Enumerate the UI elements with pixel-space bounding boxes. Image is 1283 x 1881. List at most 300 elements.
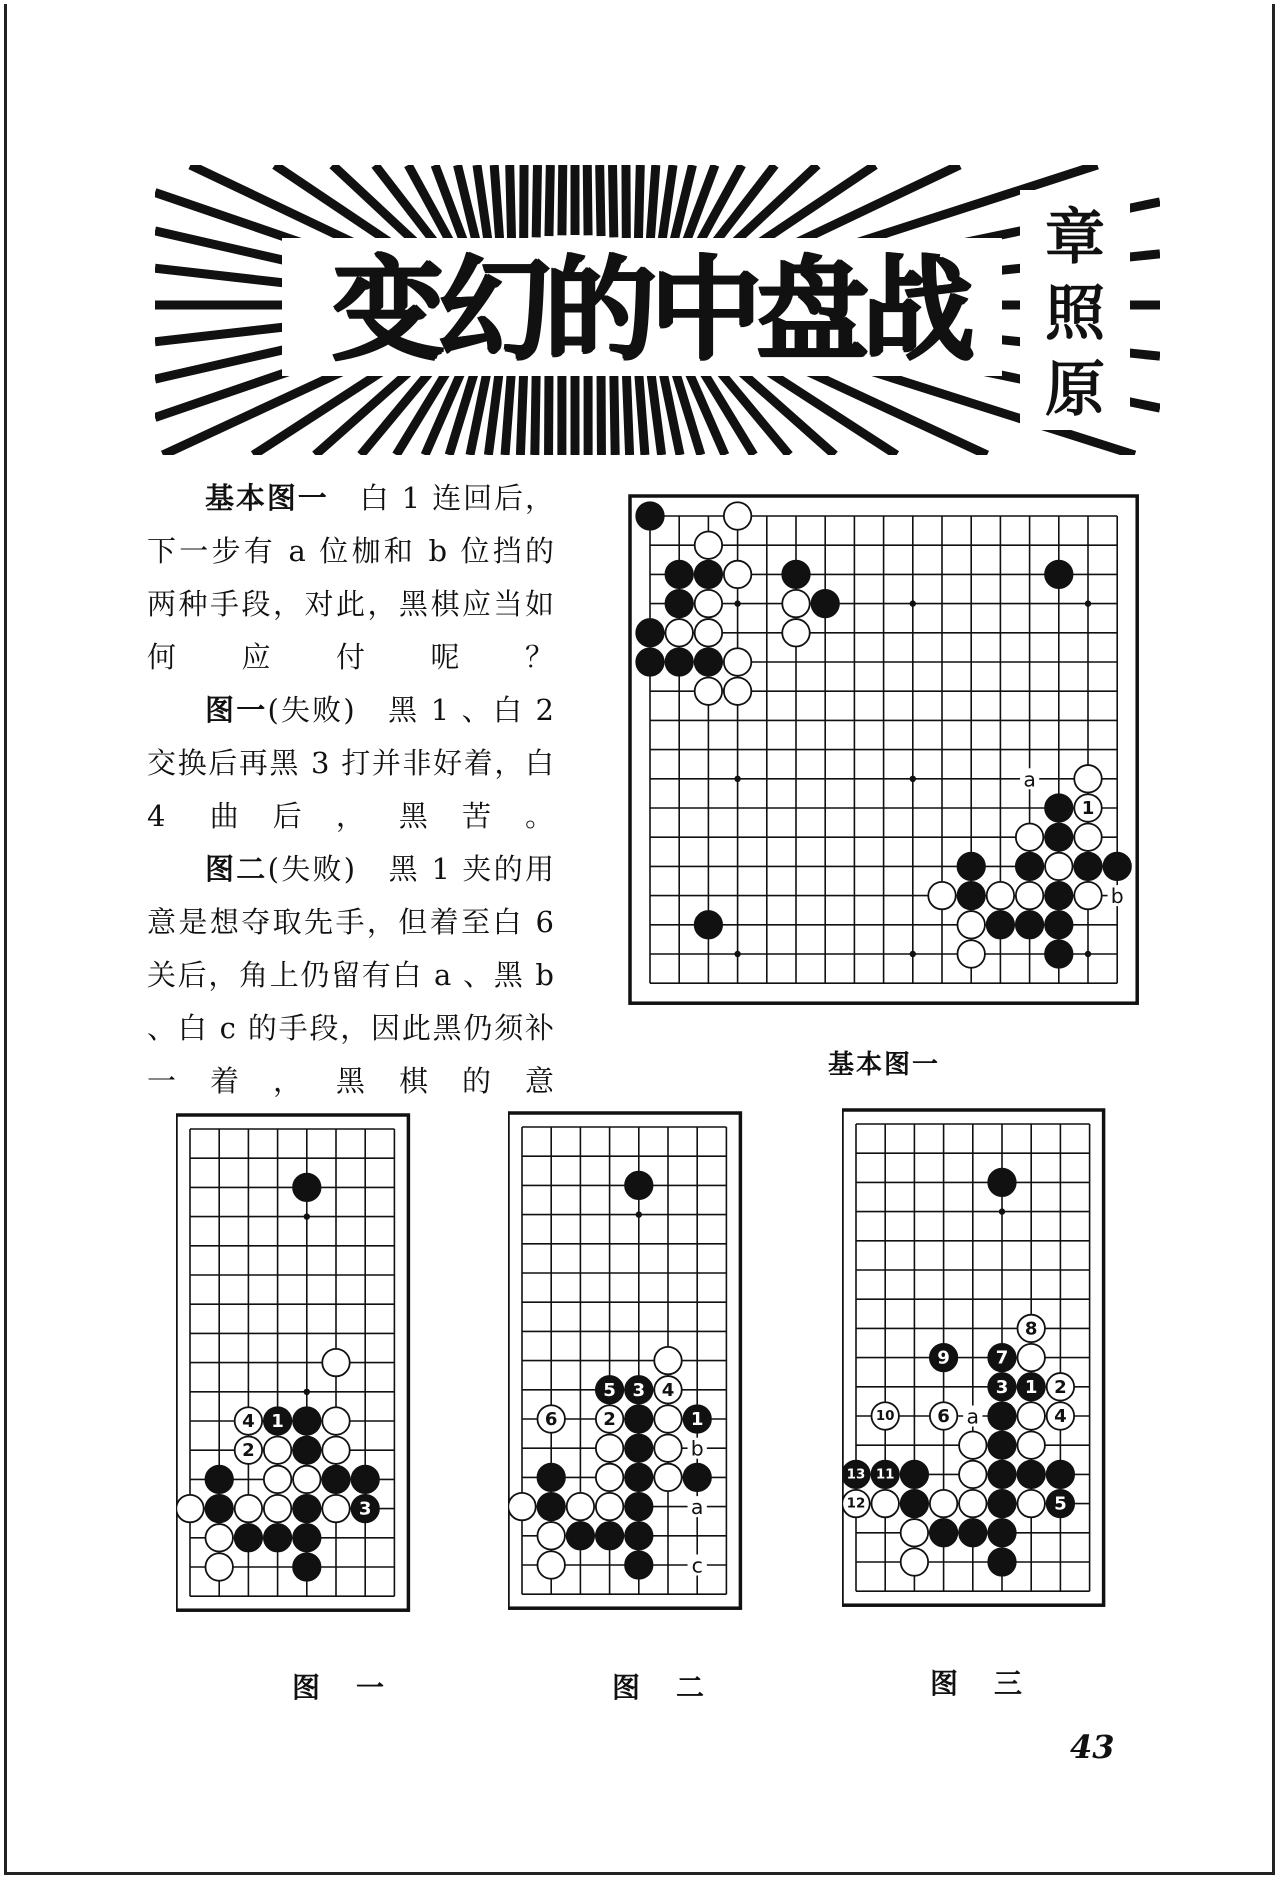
- stone-disc: [988, 1169, 1015, 1196]
- white-stone: [1047, 1402, 1074, 1429]
- stone-disc: [176, 1495, 203, 1522]
- white-stone: [1074, 765, 1101, 792]
- white-stone: [596, 1464, 623, 1491]
- stone-disc: [625, 1464, 652, 1491]
- black-stone: [596, 1522, 623, 1549]
- stone-disc: [1045, 911, 1072, 938]
- paragraph-2-label: 图一: [205, 693, 268, 727]
- black-stone: [235, 1524, 262, 1551]
- black-stone: [957, 853, 984, 880]
- white-stone: [724, 561, 751, 588]
- move-number: 8: [1024, 1318, 1038, 1340]
- white-stone: [322, 1495, 349, 1522]
- black-stone: [1047, 1490, 1074, 1517]
- white-stone: [957, 940, 984, 967]
- black-stone: [1016, 853, 1043, 880]
- black-stone: [683, 1405, 710, 1432]
- black-stone: [1045, 823, 1072, 850]
- stone-disc: [264, 1466, 291, 1493]
- white-stone: [928, 882, 955, 909]
- black-stone: [293, 1495, 320, 1522]
- stone-disc: [724, 561, 751, 588]
- move-number: 5: [603, 1379, 616, 1401]
- white-stone: [567, 1493, 594, 1520]
- point-mark: b: [690, 1436, 704, 1461]
- black-stone: [596, 1376, 623, 1403]
- stone-disc: [1017, 1431, 1044, 1458]
- star-point: [734, 951, 740, 957]
- stone-disc: [537, 1551, 564, 1578]
- board-grid: [650, 516, 1117, 983]
- stone-disc: [665, 590, 692, 617]
- paragraph-1: [147, 472, 555, 684]
- white-stone: [322, 1407, 349, 1434]
- banner-ray: [494, 165, 500, 244]
- black-stone: [293, 1174, 320, 1201]
- black-stone: [665, 590, 692, 617]
- black-stone: [625, 1493, 652, 1520]
- stone-disc: [537, 1522, 564, 1549]
- black-stone: [959, 1519, 986, 1546]
- stone-disc: [625, 1493, 652, 1520]
- stone-disc: [957, 882, 984, 909]
- white-stone: [654, 1405, 681, 1432]
- white-stone: [1017, 1402, 1044, 1429]
- stone-disc: [625, 1172, 652, 1199]
- stone-disc: [1017, 1461, 1044, 1488]
- stone-disc: [959, 1431, 986, 1458]
- white-stone: [901, 1548, 928, 1575]
- stone-disc: [596, 1522, 623, 1549]
- stone-disc: [1074, 765, 1101, 792]
- white-stone: [1017, 1431, 1044, 1458]
- white-stone: [1016, 823, 1043, 850]
- stone-disc: [293, 1436, 320, 1463]
- white-stone: [596, 1405, 623, 1432]
- white-stone: [871, 1490, 898, 1517]
- white-stone: [782, 619, 809, 646]
- banner-ray: [650, 165, 656, 244]
- stone-disc: [293, 1407, 320, 1434]
- move-number: 3: [995, 1376, 1009, 1398]
- stone-disc: [724, 648, 751, 675]
- stone-disc: [1017, 1344, 1044, 1371]
- author-char-3: 原: [1045, 355, 1105, 425]
- black-stone: [625, 1434, 652, 1461]
- black-stone: [665, 648, 692, 675]
- stone-disc: [636, 502, 663, 529]
- move-number: 11: [875, 1467, 895, 1483]
- stone-disc: [1045, 940, 1072, 967]
- black-stone: [1016, 911, 1043, 938]
- white-stone: [235, 1407, 262, 1434]
- move-number: 9: [937, 1347, 950, 1369]
- stone-disc: [901, 1461, 928, 1488]
- stone-disc: [293, 1495, 320, 1522]
- stone-disc: [901, 1490, 928, 1517]
- black-stone: [665, 561, 692, 588]
- stone-disc: [901, 1519, 928, 1546]
- white-stone: [724, 502, 751, 529]
- black-stone: [351, 1495, 378, 1522]
- diagram-fig3-board: [842, 1100, 1122, 1640]
- white-stone: [596, 1434, 623, 1461]
- stone-disc: [695, 531, 722, 558]
- black-stone: [537, 1493, 564, 1520]
- black-stone: [636, 648, 663, 675]
- white-stone: [930, 1402, 957, 1429]
- move-number: 5: [1054, 1493, 1067, 1515]
- stone-disc: [1047, 1461, 1074, 1488]
- paragraph-1-text: 白 1 连回后，下一步有 a 位枷和 b 位挡的两种手段，对此，黑棋应当如何应付呢？: [147, 481, 555, 674]
- move-number: 1: [1024, 1376, 1038, 1398]
- fig2-caption: 图二: [612, 1671, 741, 1704]
- point-mark: c: [691, 1553, 703, 1578]
- move-number: 1: [1081, 798, 1095, 819]
- white-stone: [1017, 1490, 1044, 1517]
- black-stone: [901, 1490, 928, 1517]
- black-stone: [1045, 882, 1072, 909]
- black-stone: [1103, 853, 1130, 880]
- white-stone: [1017, 1315, 1044, 1342]
- stone-disc: [724, 677, 751, 704]
- move-number: 6: [544, 1409, 558, 1430]
- banner-ray: [638, 165, 640, 242]
- stone-disc: [293, 1466, 320, 1493]
- banner-ray: [510, 165, 512, 242]
- black-stone: [537, 1464, 564, 1491]
- move-number: 2: [242, 1440, 255, 1462]
- black-stone: [1045, 561, 1072, 588]
- white-stone: [293, 1466, 320, 1493]
- black-stone: [1047, 1461, 1074, 1488]
- black-stone: [988, 1169, 1015, 1196]
- stone-disc: [1074, 882, 1101, 909]
- black-stone: [988, 1461, 1015, 1488]
- white-stone: [724, 648, 751, 675]
- paragraph-3: [147, 843, 555, 1108]
- white-stone: [782, 590, 809, 617]
- move-number: 4: [1054, 1406, 1067, 1427]
- white-stone: [930, 1490, 957, 1517]
- diagram-fig1-board: [176, 1105, 426, 1645]
- white-stone: [654, 1347, 681, 1374]
- move-number: 4: [661, 1379, 675, 1401]
- diagram-main-caption: 基本图一: [828, 1050, 941, 1080]
- move-number: 2: [1054, 1376, 1067, 1398]
- black-stone: [636, 619, 663, 646]
- white-stone: [537, 1522, 564, 1549]
- point-mark: a: [690, 1495, 704, 1520]
- black-stone: [842, 1461, 869, 1488]
- white-stone: [264, 1466, 291, 1493]
- stone-disc: [1045, 794, 1072, 821]
- white-stone: [654, 1434, 681, 1461]
- stone-disc: [235, 1524, 262, 1551]
- white-stone: [901, 1519, 928, 1546]
- stone-disc: [988, 1461, 1015, 1488]
- stone-disc: [782, 561, 809, 588]
- white-stone: [959, 1490, 986, 1517]
- move-number: 12: [846, 1496, 866, 1512]
- move-number: 3: [632, 1379, 646, 1401]
- stone-disc: [959, 1490, 986, 1517]
- stone-disc: [654, 1464, 681, 1491]
- black-stone: [351, 1466, 378, 1493]
- move-number: 1: [690, 1409, 704, 1430]
- stone-disc: [782, 619, 809, 646]
- stone-disc: [988, 1519, 1015, 1546]
- white-stone: [508, 1493, 535, 1520]
- author-name: [1035, 200, 1115, 428]
- black-stone: [1017, 1461, 1044, 1488]
- stone-disc: [988, 1431, 1015, 1458]
- stone-disc: [988, 1548, 1015, 1575]
- author-char-1: 章: [1045, 203, 1105, 273]
- white-stone: [1045, 853, 1072, 880]
- white-stone: [1074, 882, 1101, 909]
- star-point: [910, 600, 916, 606]
- stone-disc: [322, 1407, 349, 1434]
- black-stone: [871, 1461, 898, 1488]
- white-stone: [205, 1553, 232, 1580]
- star-point: [734, 600, 740, 606]
- black-stone: [930, 1519, 957, 1546]
- stone-disc: [930, 1490, 957, 1517]
- stone-disc: [205, 1466, 232, 1493]
- point-mark: a: [966, 1404, 980, 1429]
- stone-disc: [782, 590, 809, 617]
- stone-disc: [654, 1347, 681, 1374]
- black-stone: [264, 1524, 291, 1551]
- stone-disc: [957, 911, 984, 938]
- stone-disc: [264, 1495, 291, 1522]
- black-stone: [205, 1466, 232, 1493]
- white-stone: [957, 911, 984, 938]
- stone-disc: [351, 1466, 378, 1493]
- stone-disc: [695, 677, 722, 704]
- paragraph-2: [147, 684, 555, 843]
- stone-disc: [683, 1464, 710, 1491]
- stone-disc: [1045, 882, 1072, 909]
- black-stone: [695, 911, 722, 938]
- black-stone: [293, 1436, 320, 1463]
- black-stone: [988, 1431, 1015, 1458]
- banner-ray: [549, 165, 550, 236]
- point-mark: a: [1023, 767, 1036, 792]
- white-stone: [176, 1495, 203, 1522]
- stone-disc: [625, 1551, 652, 1578]
- black-stone: [683, 1464, 710, 1491]
- stone-disc: [811, 590, 838, 617]
- stone-disc: [205, 1495, 232, 1522]
- stone-disc: [567, 1493, 594, 1520]
- white-stone: [264, 1436, 291, 1463]
- stone-disc: [724, 502, 751, 529]
- stone-disc: [1103, 853, 1130, 880]
- black-stone: [1045, 911, 1072, 938]
- white-stone: [322, 1436, 349, 1463]
- diagram-main-board: [620, 482, 1145, 1017]
- stone-disc: [695, 648, 722, 675]
- move-number: 3: [358, 1498, 372, 1520]
- stone-disc: [957, 940, 984, 967]
- black-stone: [957, 882, 984, 909]
- stone-disc: [988, 1490, 1015, 1517]
- stone-disc: [988, 1402, 1015, 1429]
- white-stone: [695, 531, 722, 558]
- black-stone: [695, 561, 722, 588]
- white-stone: [654, 1464, 681, 1491]
- white-stone: [235, 1495, 262, 1522]
- black-stone: [625, 1405, 652, 1432]
- banner-ray: [536, 165, 537, 237]
- white-stone: [871, 1402, 898, 1429]
- paragraph-2-text: (失败) 黑 1 、白 2 交换后再黑 3 打并非好着，白 4 曲后，黑苦。: [147, 693, 555, 833]
- black-stone: [264, 1407, 291, 1434]
- article-title: 变幻的中盘战: [332, 245, 968, 375]
- black-stone: [205, 1495, 232, 1522]
- stone-disc: [930, 1519, 957, 1546]
- white-stone: [695, 677, 722, 704]
- move-number: 7: [995, 1347, 1009, 1369]
- white-stone: [205, 1524, 232, 1551]
- stone-disc: [1016, 853, 1043, 880]
- black-stone: [1045, 794, 1072, 821]
- white-stone: [724, 677, 751, 704]
- white-stone: [537, 1405, 564, 1432]
- black-stone: [988, 1344, 1015, 1371]
- white-stone: [322, 1349, 349, 1376]
- move-number: 4: [242, 1411, 255, 1432]
- point-mark: b: [1110, 884, 1124, 909]
- black-stone: [987, 911, 1014, 938]
- stone-disc: [293, 1174, 320, 1201]
- black-stone: [1045, 940, 1072, 967]
- black-stone: [695, 648, 722, 675]
- black-stone: [625, 1464, 652, 1491]
- stone-disc: [636, 619, 663, 646]
- star-point: [999, 1208, 1005, 1214]
- stone-disc: [665, 561, 692, 588]
- white-stone: [695, 619, 722, 646]
- stone-disc: [987, 911, 1014, 938]
- black-stone: [1074, 853, 1101, 880]
- stone-disc: [537, 1493, 564, 1520]
- white-stone: [959, 1431, 986, 1458]
- black-stone: [293, 1524, 320, 1551]
- stone-disc: [625, 1405, 652, 1432]
- banner-ray: [587, 165, 588, 235]
- star-point: [734, 776, 740, 782]
- stone-disc: [1016, 911, 1043, 938]
- move-number: 1: [271, 1411, 284, 1432]
- white-stone: [596, 1493, 623, 1520]
- white-stone: [695, 590, 722, 617]
- star-point: [1085, 600, 1091, 606]
- white-stone: [1047, 1373, 1074, 1400]
- stone-disc: [1016, 882, 1043, 909]
- star-point: [304, 1213, 310, 1219]
- black-stone: [988, 1373, 1015, 1400]
- stone-disc: [1016, 823, 1043, 850]
- stone-disc: [695, 619, 722, 646]
- stone-disc: [205, 1553, 232, 1580]
- stone-disc: [293, 1553, 320, 1580]
- white-stone: [1016, 882, 1043, 909]
- fig1-caption: 图一: [292, 1671, 421, 1704]
- stone-disc: [322, 1349, 349, 1376]
- stone-disc: [695, 590, 722, 617]
- stone-disc: [1045, 823, 1072, 850]
- stone-disc: [1074, 823, 1101, 850]
- black-stone: [930, 1344, 957, 1371]
- star-point: [910, 776, 916, 782]
- black-stone: [293, 1407, 320, 1434]
- move-number: 10: [875, 1409, 895, 1424]
- stone-disc: [322, 1495, 349, 1522]
- stone-disc: [665, 648, 692, 675]
- black-stone: [988, 1402, 1015, 1429]
- black-stone: [636, 502, 663, 529]
- stone-disc: [928, 882, 955, 909]
- stone-disc: [293, 1524, 320, 1551]
- black-stone: [293, 1553, 320, 1580]
- black-stone: [625, 1522, 652, 1549]
- black-stone: [988, 1490, 1015, 1517]
- black-stone: [625, 1172, 652, 1199]
- banner-ray: [613, 165, 614, 237]
- stone-disc: [871, 1490, 898, 1517]
- stone-disc: [665, 619, 692, 646]
- star-point: [910, 951, 916, 957]
- stone-disc: [264, 1436, 291, 1463]
- white-stone: [665, 619, 692, 646]
- diagram-fig2-board: [508, 1103, 758, 1643]
- stone-disc: [959, 1461, 986, 1488]
- white-stone: [987, 882, 1014, 909]
- fig3-caption: 图三: [930, 1667, 1059, 1700]
- stone-disc: [205, 1524, 232, 1551]
- stone-disc: [654, 1434, 681, 1461]
- white-stone: [842, 1490, 869, 1517]
- white-stone: [654, 1376, 681, 1403]
- black-stone: [625, 1376, 652, 1403]
- black-stone: [988, 1548, 1015, 1575]
- stone-disc: [901, 1548, 928, 1575]
- star-point: [304, 1389, 310, 1395]
- stone-disc: [596, 1493, 623, 1520]
- stone-disc: [567, 1522, 594, 1549]
- paragraph-3-text: (失败) 黑 1 夹的用意是想夺取先手，但着至白 6 关后，角上仍留有白 a 、黑 b 、白 c 的手段，因此黑仍须补一着，黑棋的意: [147, 852, 555, 1098]
- white-stone: [235, 1436, 262, 1463]
- stone-disc: [625, 1522, 652, 1549]
- stone-disc: [235, 1495, 262, 1522]
- black-stone: [988, 1519, 1015, 1546]
- article-body: [147, 472, 555, 1108]
- star-point: [1085, 951, 1091, 957]
- banner-ray: [600, 165, 601, 236]
- white-stone: [1074, 794, 1101, 821]
- white-stone: [264, 1495, 291, 1522]
- star-point: [636, 1211, 642, 1217]
- stone-disc: [537, 1464, 564, 1491]
- black-stone: [625, 1551, 652, 1578]
- stone-disc: [957, 853, 984, 880]
- stone-disc: [695, 911, 722, 938]
- white-stone: [537, 1551, 564, 1578]
- black-stone: [1017, 1373, 1044, 1400]
